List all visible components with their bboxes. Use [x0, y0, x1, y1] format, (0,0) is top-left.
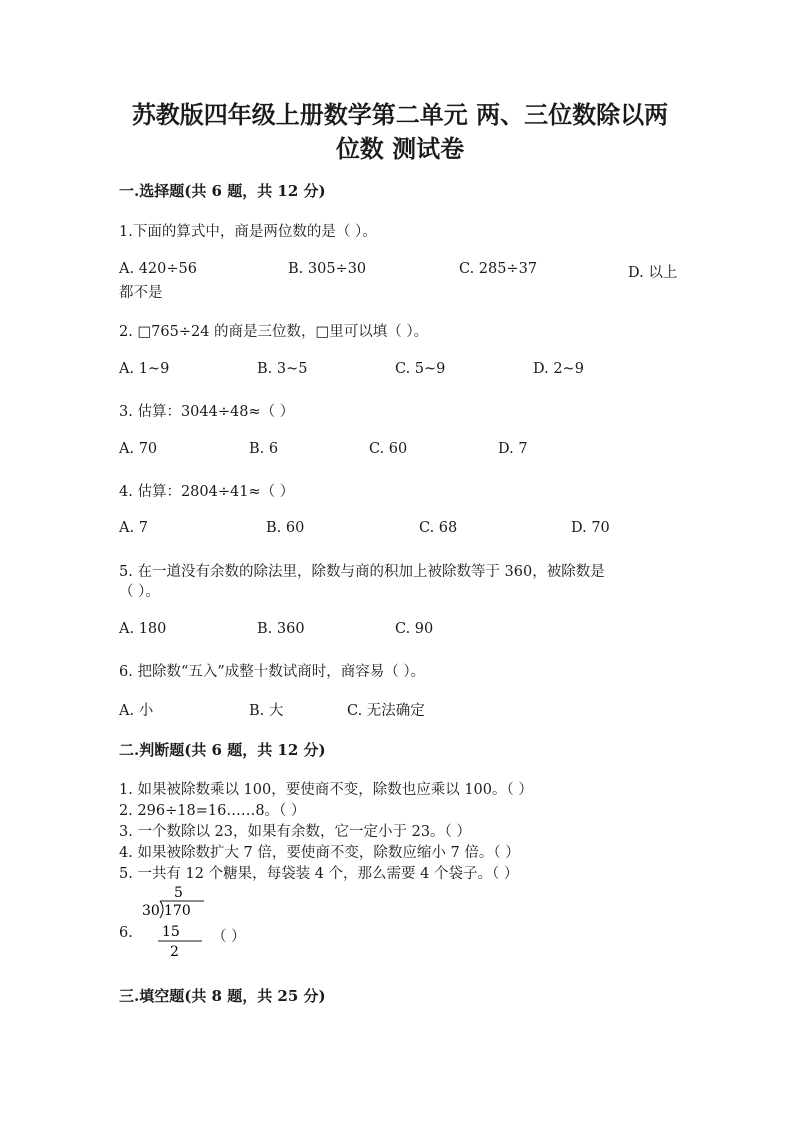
section-heading-fill: 三.填空题(共 8 题，共 25 分) [119, 987, 326, 1005]
judge-item: 2. 296÷18=16……8。（ ） [119, 803, 306, 819]
option-a: A. 180 [119, 621, 167, 637]
option-c: C. 90 [395, 621, 434, 637]
judge-item-6-answer-paren: （ ） [212, 929, 246, 945]
question-text: 4. 估算：2804÷41≈（ ） [119, 484, 295, 500]
option-d: D. 70 [571, 520, 610, 536]
option-a: A. 1~9 [119, 361, 170, 377]
option-c: C. 5~9 [395, 361, 446, 377]
option-b: B. 60 [266, 520, 305, 536]
option-b: B. 大 [249, 703, 284, 719]
judge-item: 4. 如果被除数扩大 7 倍，要使商不变，除数应缩小 7 倍。（ ） [119, 845, 520, 861]
option-b: B. 360 [257, 621, 305, 637]
option-a: A. 70 [119, 441, 158, 457]
long-division-figure [130, 884, 220, 960]
option-d: D. 2~9 [533, 361, 584, 377]
option-a: A. 小 [119, 703, 154, 719]
question-text: 6. 把除数“五入”成整十数试商时，商容易（ ）。 [119, 664, 426, 680]
option-c: C. 60 [369, 441, 408, 457]
option-a: A. 7 [119, 520, 148, 536]
question-text-continuation: （ ）。 [119, 584, 160, 600]
question-text: 3. 估算：3044÷48≈（ ） [119, 404, 295, 420]
page-title-line-2: 位数 测试卷 [335, 134, 465, 163]
option-d-continuation: 都不是 [119, 285, 163, 301]
section-heading-judge: 二.判断题(共 6 题，共 12 分) [119, 741, 326, 759]
judge-item-6-label: 6. [119, 925, 133, 941]
question-text: 1.下面的算式中，商是两位数的是（ ）。 [119, 224, 377, 240]
option-c: C. 285÷37 [459, 261, 538, 277]
option-b: B. 6 [249, 441, 279, 457]
option-c: C. 无法确定 [347, 703, 425, 719]
question-text: 2. □765÷24 的商是三位数，□里可以填（ ）。 [119, 324, 429, 340]
question-text: 5. 在一道没有余数的除法里，除数与商的积加上被除数等于 360，被除数是 [119, 564, 605, 580]
division-dividend: 170 [164, 903, 191, 919]
option-c: C. 68 [419, 520, 458, 536]
section-heading-choice: 一.选择题(共 6 题，共 12 分) [119, 182, 326, 200]
option-a: A. 420÷56 [119, 261, 197, 277]
division-product: 15 [162, 924, 180, 940]
division-remainder: 2 [170, 944, 179, 960]
option-b: B. 305÷30 [288, 261, 367, 277]
option-d: D. 以上 [628, 265, 678, 281]
judge-item: 5. 一共有 12 个糖果，每袋装 4 个，那么需要 4 个袋子。（ ） [119, 866, 519, 882]
division-quotient: 5 [174, 885, 183, 901]
judge-item: 3. 一个数除以 23，如果有余数，它一定小于 23。（ ） [119, 824, 471, 840]
option-d: D. 7 [498, 441, 528, 457]
division-divisor: 30 [142, 903, 160, 919]
judge-item: 1. 如果被除数乘以 100，要使商不变，除数也应乘以 100。（ ） [119, 782, 533, 798]
page-title-line-1: 苏教版四年级上册数学第二单元 两、三位数除以两 [131, 100, 669, 129]
option-b: B. 3~5 [257, 361, 308, 377]
